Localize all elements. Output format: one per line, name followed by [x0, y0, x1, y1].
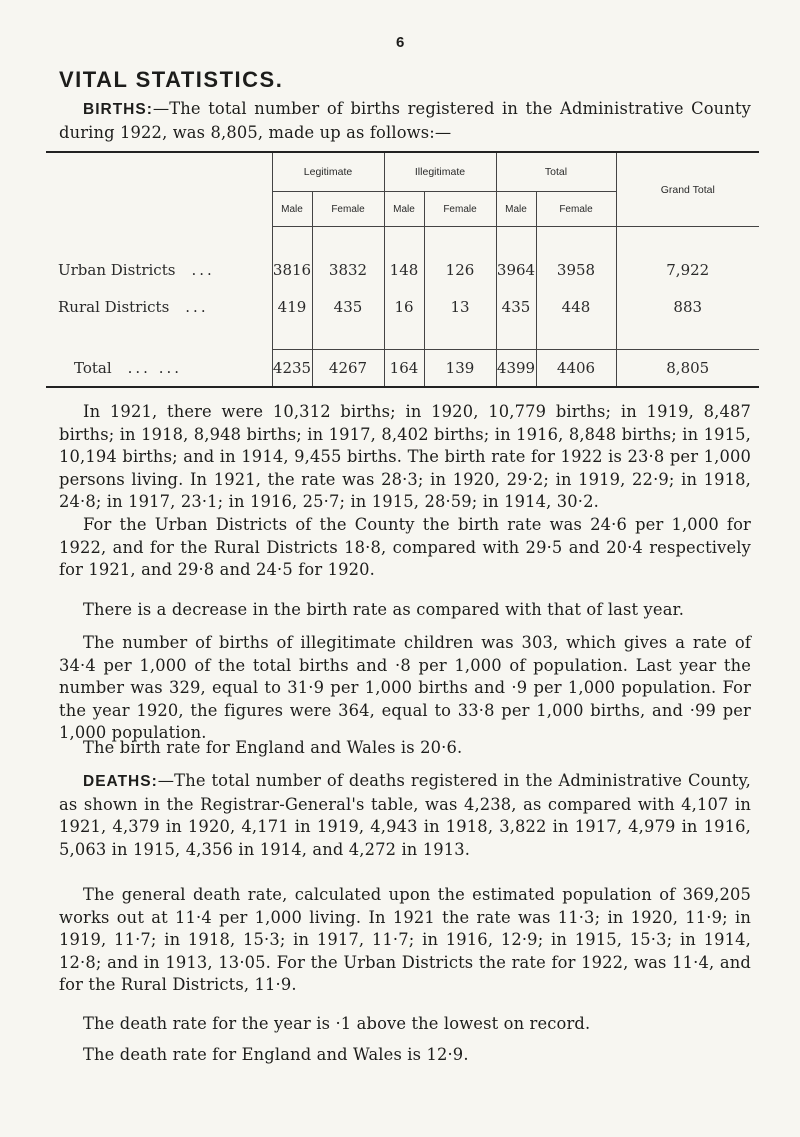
birth-rate-decrease-paragraph: There is a decrease in the birth rate as compared with that of last year.: [83, 600, 685, 619]
table-row-urban: [46, 251, 759, 288]
row-label-text: Urban Districts: [58, 260, 176, 279]
table-corner: [46, 153, 272, 192]
row-label: [46, 288, 272, 325]
table-cell: 3832: [312, 251, 384, 288]
england-wales-death-rate-paragraph: The death rate for England and Wales is 12·9.: [83, 1045, 469, 1064]
header-legitimate: Legitimate: [272, 153, 384, 192]
leader-dots: ... ...: [127, 358, 183, 377]
header-legit-female: Female: [312, 192, 384, 227]
illegitimate-births-paragraph: The number of births of illegitimate children was 303, which gives a rate of 34·4 per 1,000 of the total births and ·8 per 1,000 of population. Last year the number was 329, equal to 31·9 per 1,000 births and ·9 per 1,000 population. For the year 1920, the figures were 364, equal to 33·8 per 1,000 births, and ·99 per 1,000 population.: [59, 633, 751, 742]
death-rate-record-paragraph: The death rate for the year is ·1 above the lowest on record.: [83, 1014, 591, 1033]
row-label-text: Rural Districts: [58, 297, 170, 316]
death-rate-paragraph: The general death rate, calculated upon the estimated population of 369,205 works out at 11·4 per 1,000 living. In 1921 the rate was 11·3; in 1920, 11·9; in 1919, 11·7; in 1918, 15·3; in 1917, 11·7; in 1916, 12·9; in 1915, 15·3; in 1914, 12·8; and in 1913, 13·05. For the Urban Districts the rate for 1922, was 11·4, and for the Rural Districts, 11·9.: [59, 885, 751, 994]
table-cell: 164: [384, 350, 424, 388]
deaths-lead: DEATHS:: [83, 773, 158, 790]
leader-dots: ...: [191, 260, 215, 279]
table-cell: 126: [424, 251, 496, 288]
header-total-female: Female: [536, 192, 616, 227]
district-birth-rate-paragraph: For the Urban Districts of the County the birth rate was 24·6 per 1,000 for 1922, and for the Rural Districts 18·8, compared with 29·5 and 20·4 respectively for 1921, and 29·8 and 24·5 for 1920.: [59, 515, 751, 579]
england-wales-birth-rate-paragraph: The birth rate for England and Wales is 20·6.: [83, 738, 463, 757]
table-cell: 13: [424, 288, 496, 325]
table-cell: 3958: [536, 251, 616, 288]
table-cell: 4406: [536, 350, 616, 388]
table-cell: 7,922: [616, 251, 759, 288]
table-cell: 3964: [496, 251, 536, 288]
deaths-intro-paragraph: [59, 770, 751, 861]
births-lead: BIRTHS:: [83, 101, 153, 118]
births-intro-paragraph: [59, 98, 751, 144]
table-cell: 148: [384, 251, 424, 288]
header-illegit-male: Male: [384, 192, 424, 227]
deaths-intro-text: —The total number of deaths registered in the Administrative County, as shown in the Registrar-General's table, was 4,238, as compared with 4,107 in 1921, 4,379 in 1920, 4,171 in 1919, 4,943 in 1918, 3,822 in 1917, 4,979 in 1916, 5,063 in 1915, 4,356 in 1914, and 4,272 in 1913.: [59, 771, 751, 859]
section-heading: VITAL STATISTICS.: [59, 67, 284, 92]
birth-history-paragraph: In 1921, there were 10,312 births; in 1920, 10,779 births; in 1919, 8,487 births; in 1918, 8,948 births; in 1917, 8,402 births; in 1916, 8,848 births; in 1915, 10,194 births; and in 1914, 9,455 births. The birth rate for 1922 is 23·8 per 1,000 persons living. In 1921, the rate was 28·3; in 1920, 29·2; in 1919, 22·9; in 1918, 24·8; in 1917, 23·1; in 1916, 25·7; in 1915, 28·59; in 1914, 30·2.: [59, 402, 751, 511]
table-cell: 448: [536, 288, 616, 325]
header-total: Total: [496, 153, 616, 192]
table-cell: 4399: [496, 350, 536, 388]
births-table: [46, 151, 759, 388]
page-number: 6: [396, 34, 405, 51]
table-cell: 4235: [272, 350, 312, 388]
header-legit-male: Male: [272, 192, 312, 227]
table-cell: 139: [424, 350, 496, 388]
leader-dots: ...: [185, 297, 209, 316]
table-cell: 435: [496, 288, 536, 325]
table-cell: 4267: [312, 350, 384, 388]
table-row-rural: [46, 288, 759, 325]
births-intro-text: —The total number of births registered in the Administrative County during 1922, was 8,805, made up as follows:—: [59, 99, 751, 142]
row-label: [46, 350, 272, 388]
table-cell: 8,805: [616, 350, 759, 388]
table-cell: 16: [384, 288, 424, 325]
row-label-text: Total: [74, 358, 112, 377]
header-illegitimate: Illegitimate: [384, 153, 496, 192]
header-total-male: Male: [496, 192, 536, 227]
table-cell: 3816: [272, 251, 312, 288]
row-label: [46, 251, 272, 288]
table-cell: 419: [272, 288, 312, 325]
header-illegit-female: Female: [424, 192, 496, 227]
table-cell: 883: [616, 288, 759, 325]
table-row-total: [46, 350, 759, 388]
header-grand-total: Grand Total: [616, 153, 759, 227]
table-cell: 435: [312, 288, 384, 325]
